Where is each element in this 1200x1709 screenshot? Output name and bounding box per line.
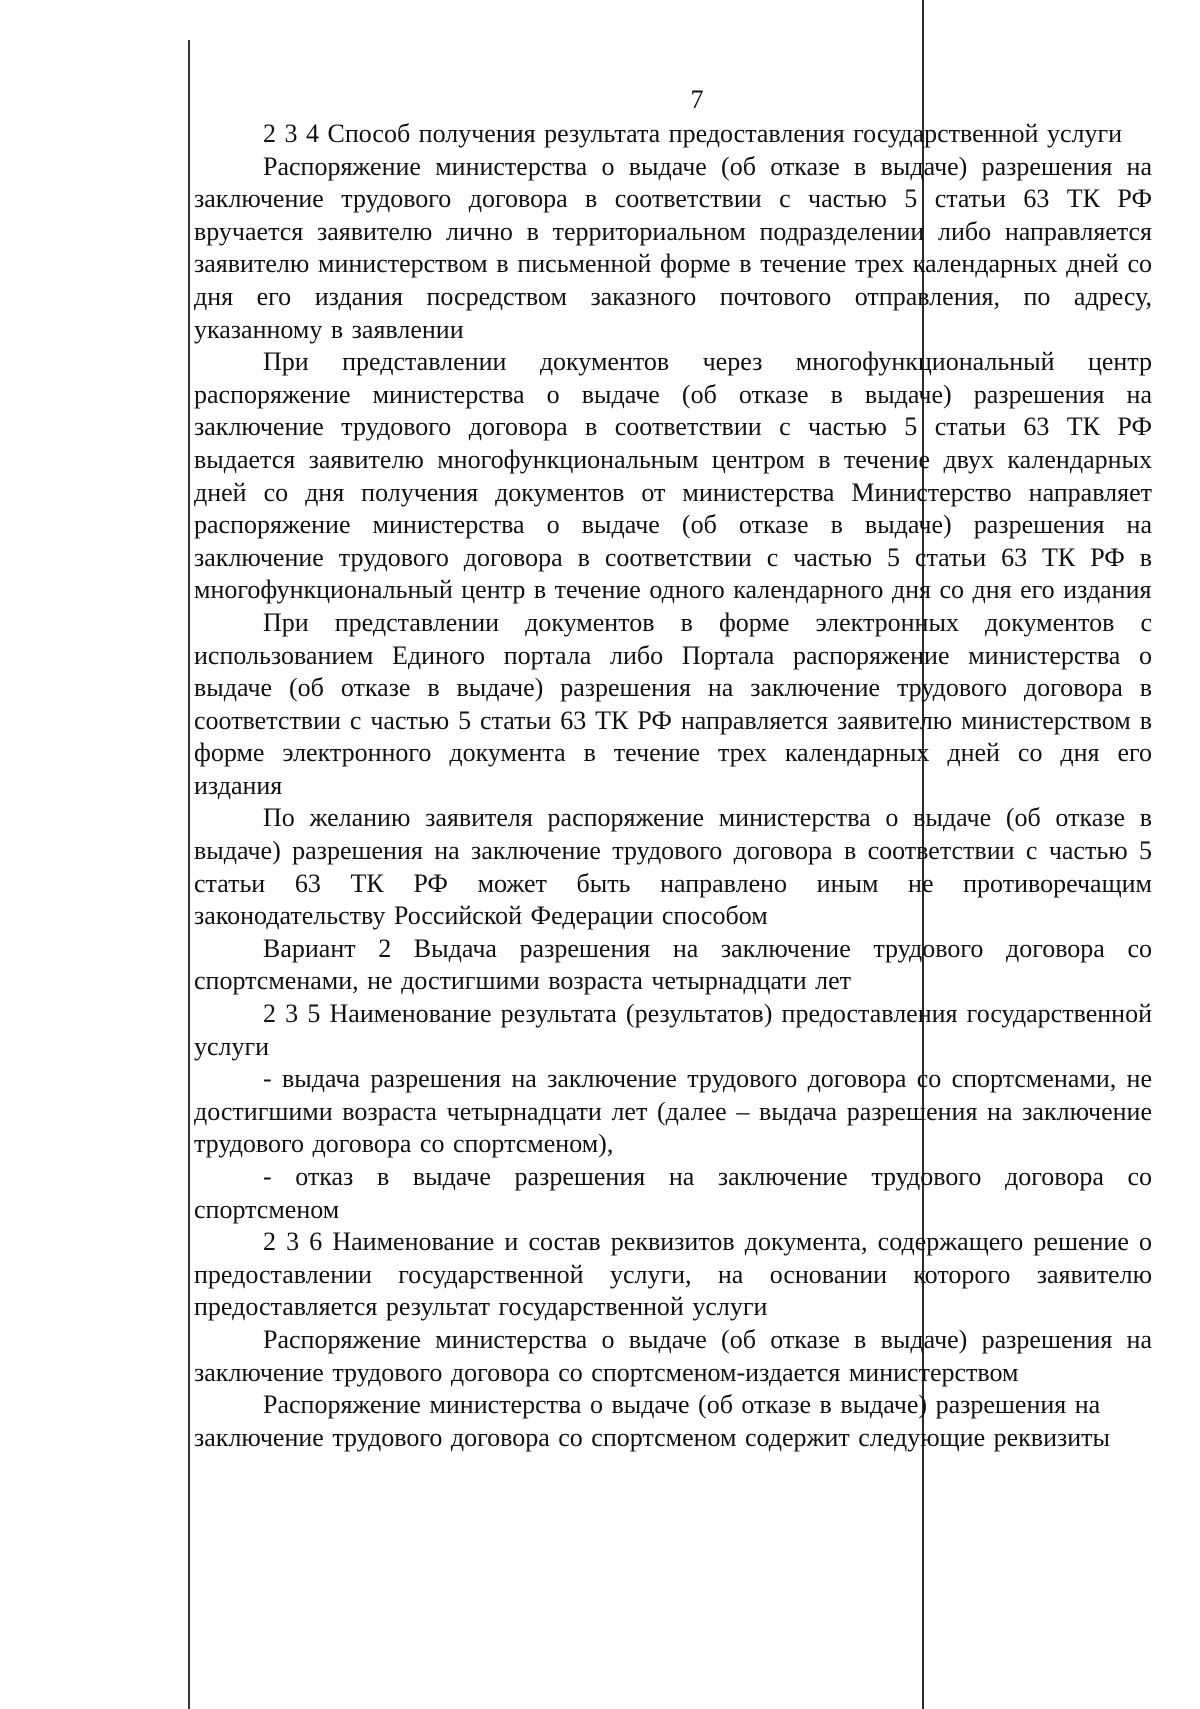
scan-border-left <box>188 40 190 1709</box>
paragraph-variant-2: Вариант 2 Выдача разрешения на заключение трудового договора со спортсменами, не достигшими возраста четырнадцати лет <box>194 933 1152 996</box>
paragraph-mfc-delivery: При представлении документов через многофункциональный центр распоряжение министерства о выдаче (об отказе в выдаче) разрешения на заключение трудового договора в соответствии с частью 5 статьи 63 ТК РФ выдается заявителю многофункциональным центром в течение двух календарных дней со дня получения документов от министерства Министерство направляет распоряжение министерства о выдаче (об отказе в выдаче) разрешения на заключение трудового договора в соответствии с частью 5 статьи 63 ТК РФ в многофункциональный центр в течение одного календарного дня со дня его издания <box>194 347 1152 605</box>
paragraph-delivery-in-person: Распоряжение министерства о выдаче (об отказе в выдаче) разрешения на заключение трудового договора в соответствии с частью 5 статьи 63 ТК РФ вручается заявителю лично в территориальном подразделении либо направляется заявителю министерством в письменной форме в течение трех календарных дней со дня его издания посредством заказного почтового отправления, по адресу, указанному в заявлении <box>194 151 1152 344</box>
page-number: 7 <box>690 85 704 114</box>
list-item-refusal: - отказ в выдаче разрешения на заключение трудового договора со спортсменом <box>194 1162 1152 1224</box>
document-page <box>194 84 1152 1454</box>
paragraph-order-issued: Распоряжение министерства о выдаче (об отказе в выдаче) разрешения на заключение трудового договора со спортсменом-издается министерством <box>194 1324 1152 1387</box>
paragraph-electronic-delivery: При представлении документов в форме электронных документов с использованием Единого портала либо Портала распоряжение министерства о выдаче (об отказе в выдаче) разрешения на заключение трудового договора в соответствии с частью 5 статьи 63 ТК РФ направляется заявителю министерством в форме электронного документа в течение трех календарных дней со дня его издания <box>194 607 1152 800</box>
section-heading-2-3-4: 2 3 4 Способ получения результата предоставления государственной услуги <box>263 119 1123 148</box>
section-heading-2-3-5: 2 3 5 Наименование результата (результатов) предоставления государственной услуги <box>194 999 1152 1061</box>
paragraph-order-requisites: Распоряжение министерства о выдаче (об отказе в выдаче) разрешения на заключение трудового договора со спортсменом содержит следующие реквизиты <box>194 1390 1111 1452</box>
list-item-issuance: - выдача разрешения на заключение трудового договора со спортсменами, не достигшими возраста четырнадцати лет (далее – выдача разрешения на заключение трудового договора со спортсменом), <box>194 1064 1152 1159</box>
paragraph-other-method: По желанию заявителя распоряжение министерства о выдаче (об отказе в выдаче) разрешения на заключение трудового договора в соответствии с частью 5 статьи 63 ТК РФ может быть направлено иным не противоречащим законодательству Российской Федерации способом <box>194 803 1152 931</box>
section-heading-2-3-6: 2 3 6 Наименование и состав реквизитов документа, содержащего решение о предоставлении государственной услуги, на основании которого заявителю предоставляется результат государственной услуги <box>194 1227 1152 1322</box>
